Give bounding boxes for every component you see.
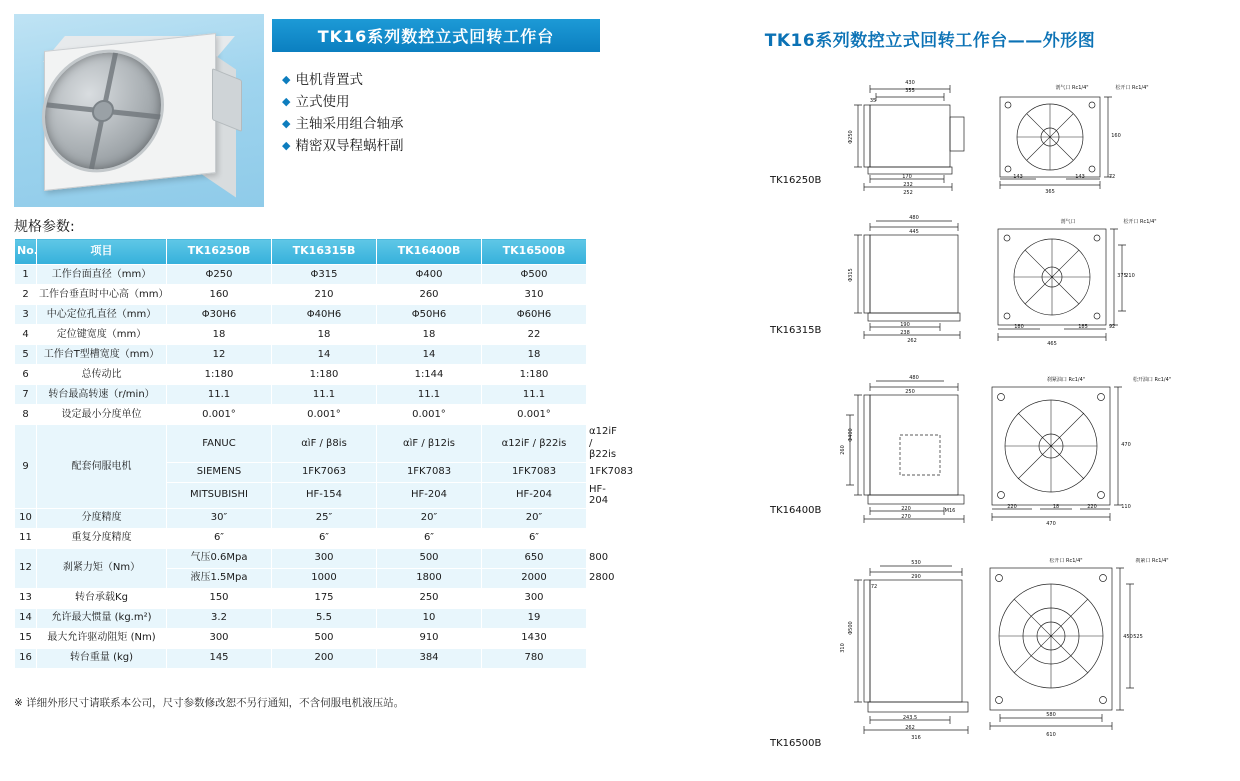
svg-text:M16: M16	[944, 508, 956, 514]
row-value: 18	[272, 325, 377, 345]
row-value: 300	[482, 588, 587, 608]
row-item: 允许最大惯量 (kg.m²)	[37, 608, 167, 628]
row-value: 250	[377, 588, 482, 608]
svg-text:470: 470	[1046, 521, 1056, 527]
table-header-row	[15, 239, 587, 265]
svg-text:260: 260	[840, 445, 846, 455]
col-tk16500b: TK16500B	[482, 239, 587, 265]
table-center-hub	[92, 99, 114, 123]
feature-item	[282, 92, 602, 113]
spec-heading: 规格参数:	[14, 219, 75, 235]
row-value: 150	[167, 588, 272, 608]
row-no: 8	[15, 405, 37, 425]
col-tk16315b: TK16315B	[272, 239, 377, 265]
drawing-svg-tk16250b	[840, 75, 1240, 205]
drawing-label: TK16315B	[770, 325, 822, 336]
table-row	[15, 265, 587, 285]
drawing-tk16400b	[620, 375, 1240, 555]
row-no: 12	[15, 548, 37, 588]
row-value: 30″	[167, 508, 272, 528]
diamond-bullet-icon: ◆	[282, 95, 291, 108]
row-value: 11.1	[377, 385, 482, 405]
diamond-bullet-icon: ◆	[282, 117, 291, 130]
svg-text:250: 250	[905, 389, 915, 395]
row-item: 转台承载Kg	[37, 588, 167, 608]
col-tk16250b: TK16250B	[167, 239, 272, 265]
row-value: 650	[482, 548, 587, 568]
svg-text:170: 170	[902, 174, 912, 180]
table-row	[15, 588, 587, 608]
row-value: 14	[272, 345, 377, 365]
svg-text:232: 232	[903, 182, 913, 188]
svg-text:375: 375	[1117, 273, 1127, 279]
svg-text:220: 220	[1007, 504, 1017, 510]
row-value: 1:180	[167, 365, 272, 385]
row-value: 6″	[272, 528, 377, 548]
row-value: HF-204	[377, 482, 482, 508]
row-value: 300	[272, 548, 377, 568]
row-value: 14	[377, 345, 482, 365]
svg-text:160: 160	[1111, 133, 1121, 139]
row-no: 3	[15, 305, 37, 325]
row-value: 11.1	[482, 385, 587, 405]
row-value: 145	[167, 648, 272, 668]
svg-text:530: 530	[911, 560, 921, 566]
svg-text:185: 185	[1078, 324, 1088, 330]
spec-table-head	[15, 239, 587, 265]
spec-table-body	[15, 265, 634, 669]
svg-text:Φ250: Φ250	[848, 130, 854, 144]
row-no: 16	[15, 648, 37, 668]
row-value: Φ500	[482, 265, 587, 285]
svg-text:72: 72	[1108, 174, 1116, 180]
feature-item	[282, 70, 602, 91]
row-value: α12iF / β22is	[482, 425, 587, 463]
row-no: 9	[15, 425, 37, 509]
row-value: 300	[167, 628, 272, 648]
spec-table	[14, 238, 634, 669]
row-value: Φ40H6	[272, 305, 377, 325]
row-value: 12	[167, 345, 272, 365]
row-value: 500	[377, 548, 482, 568]
svg-text:465: 465	[1047, 341, 1057, 347]
svg-text:剖气口: 剖气口	[1060, 219, 1076, 225]
row-value: 1000	[272, 568, 377, 588]
svg-text:210: 210	[1125, 273, 1135, 279]
table-row	[15, 648, 587, 668]
row-value: 2000	[482, 568, 587, 588]
svg-text:470: 470	[1121, 442, 1131, 448]
svg-text:剖气口 Rc1/4": 剖气口 Rc1/4"	[1055, 85, 1089, 91]
row-value: 18	[482, 345, 587, 365]
row-no: 1	[15, 265, 37, 285]
table-row-motor: MITSUBISHI HF-154 HF-204 HF-204 HF-204	[15, 482, 587, 508]
svg-text:450: 450	[1123, 634, 1133, 640]
row-no: 13	[15, 588, 37, 608]
svg-text:松开口 Rc1/4": 松开口 Rc1/4"	[1049, 558, 1083, 564]
product-photo	[14, 14, 264, 207]
row-subitem: SIEMENS	[167, 462, 272, 482]
svg-text:松开口 Rc1/4": 松开口 Rc1/4"	[1115, 85, 1149, 91]
row-value: 5.5	[272, 608, 377, 628]
drawings-title: TK16系列数控立式回转工作台——外形图	[764, 31, 1096, 51]
svg-text:310: 310	[840, 643, 846, 653]
row-value: 780	[482, 648, 587, 668]
row-value: 3.2	[167, 608, 272, 628]
diamond-bullet-icon: ◆	[282, 73, 291, 86]
svg-text:365: 365	[1045, 189, 1055, 195]
row-value: 20″	[377, 508, 482, 528]
svg-text:143: 143	[1013, 174, 1023, 180]
drawing-tk16500b	[620, 558, 1240, 768]
svg-text:262: 262	[907, 338, 917, 344]
svg-text:松开油口 Rc1/4": 松开油口 Rc1/4"	[1132, 377, 1172, 383]
svg-text:松开口 Rc1/4": 松开口 Rc1/4"	[1123, 219, 1157, 225]
table-row	[15, 528, 587, 548]
table-row	[15, 385, 587, 405]
table-row	[15, 305, 587, 325]
svg-text:110: 110	[1121, 504, 1131, 510]
row-no: 14	[15, 608, 37, 628]
svg-text:Φ500: Φ500	[848, 621, 854, 635]
row-item: 转台最高转速（r/min）	[37, 385, 167, 405]
feature-label: 主轴采用组合轴承	[295, 116, 404, 132]
row-item-group-label: 配套伺服电机	[37, 425, 167, 509]
row-value: 1FK7063	[272, 462, 377, 482]
svg-text:180: 180	[1014, 324, 1024, 330]
row-item: 转台重量 (kg)	[37, 648, 167, 668]
svg-text:220: 220	[901, 506, 911, 512]
table-row	[15, 628, 587, 648]
row-subitem: MITSUBISHI	[167, 482, 272, 508]
feature-item	[282, 114, 602, 135]
row-value: 10	[377, 608, 482, 628]
row-no: 10	[15, 508, 37, 528]
table-row-torque: 12 刹紧力矩（Nm） 气压0.6Mpa 300 500 650 800	[15, 548, 587, 568]
row-item: 重复分度精度	[37, 528, 167, 548]
row-value: 0.001°	[167, 405, 272, 425]
row-value: 384	[377, 648, 482, 668]
row-value: 1800	[377, 568, 482, 588]
table-row	[15, 325, 587, 345]
row-value: αìF / β12is	[377, 425, 482, 463]
col-no: No.	[15, 239, 37, 265]
right-panel	[620, 0, 1240, 781]
row-value: Φ250	[167, 265, 272, 285]
svg-text:430: 430	[905, 80, 915, 86]
row-no: 2	[15, 285, 37, 305]
row-value: 0.001°	[377, 405, 482, 425]
row-value: 18	[377, 325, 482, 345]
table-row-motor: SIEMENS 1FK7063 1FK7083 1FK7083 1FK7083	[15, 462, 587, 482]
table-row	[15, 345, 587, 365]
table-row-torque: 液压1.5Mpa 1000 1800 2000 2800	[15, 568, 587, 588]
row-item-group-label: 刹紧力矩（Nm）	[37, 548, 167, 588]
row-value: 1:180	[272, 365, 377, 385]
drawing-label: TK16500B	[770, 738, 822, 749]
row-no: 15	[15, 628, 37, 648]
row-no: 11	[15, 528, 37, 548]
row-item: 设定最小分度单位	[37, 405, 167, 425]
svg-text:92: 92	[1108, 324, 1116, 330]
row-value: αìF / β8is	[272, 425, 377, 463]
row-item: 中心定位孔直径（mm）	[37, 305, 167, 325]
svg-text:刹紧口 Rc1/4": 刹紧口 Rc1/4"	[1135, 558, 1169, 564]
row-value: 1:180	[482, 365, 587, 385]
drawing-svg-tk16500b	[840, 558, 1240, 768]
drawing-svg-tk16315b	[840, 215, 1240, 365]
row-value: 6″	[167, 528, 272, 548]
row-value: 18	[167, 325, 272, 345]
svg-text:290: 290	[911, 574, 921, 580]
row-value: Φ400	[377, 265, 482, 285]
drawing-tk16250b	[620, 75, 1240, 205]
svg-text:270: 270	[901, 514, 911, 520]
row-no: 6	[15, 365, 37, 385]
svg-text:238: 238	[900, 330, 910, 336]
row-value: 11.1	[167, 385, 272, 405]
svg-text:72: 72	[870, 584, 878, 590]
row-value: Φ30H6	[167, 305, 272, 325]
row-value: 910	[377, 628, 482, 648]
row-value: 500	[272, 628, 377, 648]
row-value: Φ315	[272, 265, 377, 285]
row-subitem: FANUC	[167, 425, 272, 463]
row-item: 总传动比	[37, 365, 167, 385]
row-value: 6″	[482, 528, 587, 548]
col-item: 项目	[37, 239, 167, 265]
svg-text:480: 480	[909, 215, 919, 221]
svg-text:220: 220	[1087, 504, 1097, 510]
table-row	[15, 508, 587, 528]
drawing-label: TK16400B	[770, 505, 822, 516]
diamond-bullet-icon: ◆	[282, 139, 291, 152]
row-value: 200	[272, 648, 377, 668]
row-value: Φ60H6	[482, 305, 587, 325]
svg-text:35: 35	[869, 98, 877, 104]
footnote: ※ 详细外形尺寸请联系本公司，尺寸参数修改恕不另行通知，不含伺服电机液压站。	[14, 697, 405, 709]
svg-text:143: 143	[1075, 174, 1085, 180]
page-title: TK16系列数控立式回转工作台	[272, 19, 600, 52]
svg-text:18: 18	[1052, 504, 1060, 510]
row-no: 5	[15, 345, 37, 365]
row-value: 0.001°	[272, 405, 377, 425]
drawing-tk16315b	[620, 215, 1240, 365]
row-value: HF-154	[272, 482, 377, 508]
row-no: 7	[15, 385, 37, 405]
svg-text:Φ315: Φ315	[848, 268, 854, 282]
row-subitem: 液压1.5Mpa	[167, 568, 272, 588]
row-value: HF-204	[482, 482, 587, 508]
feature-label: 电机背置式	[295, 72, 363, 88]
row-value: 11.1	[272, 385, 377, 405]
row-value: 19	[482, 608, 587, 628]
row-item: 最大允许驱动阻矩 (Nm)	[37, 628, 167, 648]
feature-label: 立式使用	[295, 94, 350, 110]
col-tk16400b: TK16400B	[377, 239, 482, 265]
row-value: 25″	[272, 508, 377, 528]
svg-text:316: 316	[911, 735, 921, 741]
row-value: 1FK7083	[482, 462, 587, 482]
table-row-motor: 9 配套伺服电机 FANUC αìF / β8is αìF / β12is α12iF / β22is α12iF / β22is	[15, 425, 587, 463]
svg-text:Φ400: Φ400	[848, 428, 854, 442]
feature-label: 精密双导程蜗杆副	[295, 138, 404, 154]
svg-text:243.5: 243.5	[902, 715, 918, 721]
svg-text:480: 480	[909, 375, 919, 381]
row-value: 0.001°	[482, 405, 587, 425]
row-value: 1:144	[377, 365, 482, 385]
table-row	[15, 365, 587, 385]
svg-text:355: 355	[905, 88, 915, 94]
row-value: 310	[482, 285, 587, 305]
svg-text:刹紧油口 Rc1/4": 刹紧油口 Rc1/4"	[1046, 377, 1086, 383]
row-item: 工作台垂直时中心高（mm）	[37, 285, 167, 305]
row-value: 22	[482, 325, 587, 345]
row-item: 工作台面直径（mm）	[37, 265, 167, 285]
drawing-svg-tk16400b	[840, 375, 1240, 555]
row-value: 160	[167, 285, 272, 305]
svg-text:252: 252	[903, 190, 913, 196]
table-row	[15, 285, 587, 305]
row-value: 175	[272, 588, 377, 608]
svg-text:580: 580	[1046, 712, 1056, 718]
row-value: 260	[377, 285, 482, 305]
drawing-label: TK16250B	[770, 175, 822, 186]
svg-text:525: 525	[1133, 634, 1143, 640]
svg-text:610: 610	[1046, 732, 1056, 738]
svg-text:262: 262	[905, 725, 915, 731]
row-value: 1430	[482, 628, 587, 648]
table-row	[15, 608, 587, 628]
row-no: 4	[15, 325, 37, 345]
row-value: 20″	[482, 508, 587, 528]
row-value: 6″	[377, 528, 482, 548]
feature-item	[282, 136, 602, 157]
svg-text:445: 445	[909, 229, 919, 235]
row-item: 工作台T型槽宽度（mm）	[37, 345, 167, 365]
row-value: 1FK7083	[377, 462, 482, 482]
row-item: 定位键宽度（mm）	[37, 325, 167, 345]
row-item: 分度精度	[37, 508, 167, 528]
svg-text:190: 190	[900, 322, 910, 328]
row-value: Φ50H6	[377, 305, 482, 325]
row-value: 210	[272, 285, 377, 305]
feature-list	[282, 70, 602, 158]
table-row	[15, 405, 587, 425]
row-subitem: 气压0.6Mpa	[167, 548, 272, 568]
